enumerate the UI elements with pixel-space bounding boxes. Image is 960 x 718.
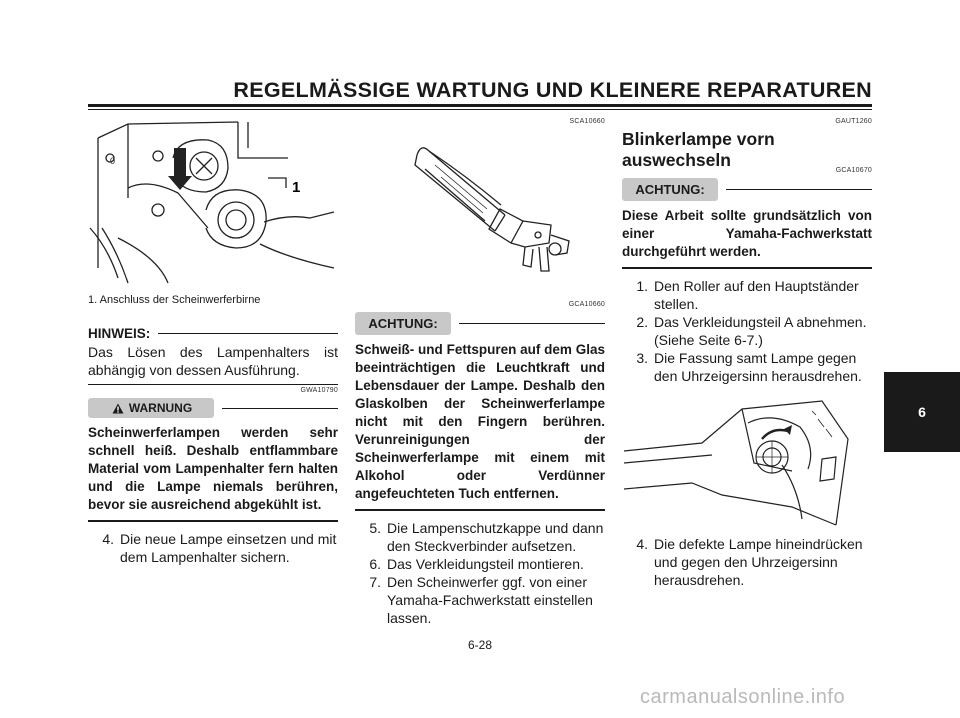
figure-caption: 1. Anschluss der Scheinwerferbirne: [88, 294, 261, 306]
caution-code: GCA10660: [568, 301, 605, 308]
step-number: 2.: [636, 314, 648, 330]
caution-heading: [355, 312, 605, 335]
note-rule: [158, 333, 338, 334]
warning-heading: [88, 398, 338, 418]
step-item: [626, 313, 872, 349]
step-text: Die neue Lampe einsetzen und mit dem Lampenhalter sichern.: [120, 531, 337, 565]
step-text: Die Lampenschutzkappe und dann den Steckverbinder aufsetzen.: [387, 520, 604, 554]
caution-rule: [459, 323, 605, 324]
caution-text: Schweiß- und Fettspuren auf dem Glas beeinträchtigen die Leuchtkraft und Lebensdauer der Lampe. Deshalb den Glaskolben der Scheinwerferlampe nicht mit den Fingern berühren. Verunreinigungen der Scheinwerferlampe mit einem mit Alkohol oder Verdünner angefeuchteten Tuch entfernen.: [355, 342, 605, 501]
figure-code: SCA10660: [569, 118, 605, 125]
svg-text:0: 0: [110, 156, 116, 166]
step-item: [359, 555, 605, 573]
warning-code: GWA10790: [300, 387, 338, 394]
header-rule-thin: [88, 109, 872, 110]
chapter-tab: 6: [884, 372, 960, 452]
steps-col1: [88, 530, 338, 566]
step-item: [92, 530, 338, 566]
headlight-bulb-figure: [88, 118, 338, 290]
step-item: [626, 277, 872, 313]
page-header-title: REGELMÄSSIGE WARTUNG UND KLEINERE REPARATUREN: [233, 78, 872, 102]
column-left: [88, 118, 338, 566]
turn-signal-illustration: [622, 399, 872, 529]
warning-badge: [88, 398, 214, 418]
step-number: 3.: [636, 350, 648, 366]
warning-rule: [222, 408, 338, 409]
steps-col2: [355, 519, 605, 627]
halogen-bulb-illustration: [355, 125, 605, 281]
page-number: 6-28: [467, 638, 493, 652]
step-number: 4.: [636, 536, 648, 552]
step-text: Das Verkleidungsteil A abnehmen. (Siehe Seite 6-7.): [654, 314, 867, 348]
caution-rule: [726, 189, 872, 190]
caution-code: GCA10670: [835, 167, 872, 174]
headlight-bulb-illustration: [88, 118, 338, 290]
step-item: [359, 573, 605, 627]
step-text: Das Verkleidungsteil montieren.: [387, 556, 584, 572]
figure-label-1: 1: [292, 179, 301, 196]
step-text: Die Fassung samt Lampe gegen den Uhrzeigersinn herausdrehen.: [654, 350, 862, 384]
warning-text: Scheinwerferlampen werden sehr schnell heiß. Deshalb entflammbare Material vom Lampenhalter fern halten und die Lampe niemals berühren, bevor sie ausreichend abgekühlt ist.: [88, 425, 338, 512]
header-rule: [88, 104, 872, 107]
step-item: [359, 519, 605, 555]
caution-text: Diese Arbeit sollte grundsätzlich von einer Yamaha-Fachwerkstatt durchgeführt werden.: [622, 208, 872, 259]
caution-end-rule: [355, 509, 605, 511]
step-number: 5.: [369, 520, 381, 536]
step-item: [626, 349, 872, 385]
note-label: HINWEIS:: [88, 326, 151, 341]
step-number: 6.: [369, 556, 381, 572]
note-text: Das Lösen des Lampenhalters ist abhängig von dessen Ausführung.: [88, 344, 338, 378]
step-number: 1.: [636, 278, 648, 294]
caution-end-rule: [622, 267, 872, 269]
warning-label: WARNUNG: [128, 401, 193, 415]
warning-triangle-icon: [112, 403, 124, 414]
watermark: carmanualsonline.info: [640, 686, 846, 708]
turn-signal-figure: [622, 399, 872, 529]
caution-badge: ACHTUNG:: [355, 312, 451, 335]
step-number: 7.: [369, 574, 381, 590]
steps-col3-after: [622, 535, 872, 589]
column-right: [622, 118, 872, 589]
step-text: Den Roller auf den Hauptständer stellen.: [654, 278, 859, 312]
caution-badge: ACHTUNG:: [622, 178, 718, 201]
section-title: Blinkerlampe vorn auswechseln: [622, 129, 775, 170]
caution-heading: [622, 178, 872, 201]
step-text: Den Scheinwerfer ggf. von einer Yamaha-Fachwerkstatt einstellen lassen.: [387, 574, 593, 626]
halogen-bulb-figure: [355, 125, 605, 281]
step-text: Die defekte Lampe hineindrücken und gegen den Uhrzeigersinn herausdrehen.: [654, 536, 863, 588]
steps-col3: [622, 277, 872, 385]
note-heading: [88, 326, 338, 341]
step-number: 4.: [102, 531, 114, 547]
step-item: [626, 535, 872, 589]
column-middle: [355, 118, 605, 627]
warning-end-rule: [88, 520, 338, 522]
section-code: GAUT1260: [835, 118, 872, 125]
note-end-rule: [88, 384, 338, 385]
